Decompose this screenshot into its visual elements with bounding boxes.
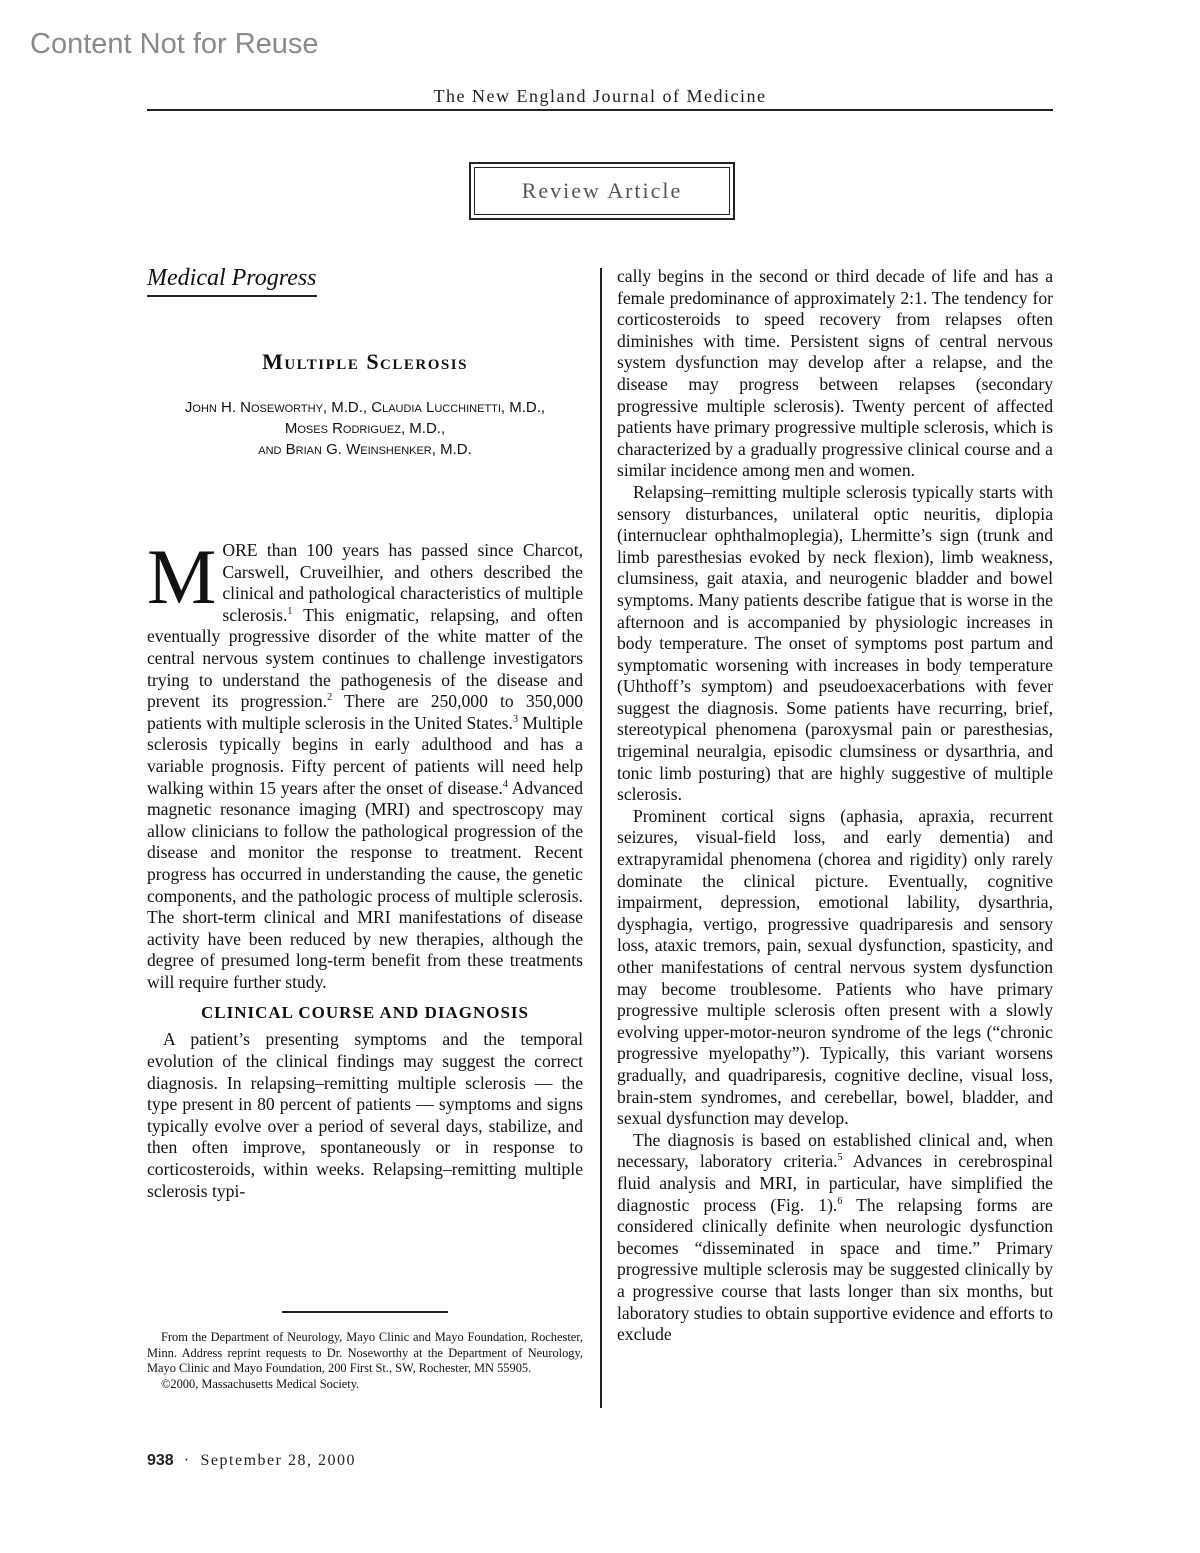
author-list <box>147 397 583 460</box>
clinical-course-text: A patient’s presenting symptoms and the temporal evolution of the clinical findings may suggest the correct diagnosis. In relapsing–remitting multiple sclerosis — the type present in 80 percent of patients — symptoms and signs typically evolve over a period of several days, stabilize, and then often improve, spontaneously or in response to corticosteroids, within weeks. Relapsing–remitting multiple sclerosis typi- <box>147 1029 583 1201</box>
right-p4-text-b: Advances in cerebrospinal fluid analysis and MRI, in particular, have simplified the diagnostic process (Fig. 1). <box>617 1151 1053 1215</box>
author-line-2: Moses Rodriguez, M.D., <box>284 420 446 437</box>
watermark: Content Not for Reuse <box>30 28 319 60</box>
footnote <box>147 1330 583 1392</box>
right-p4-text-c: The relapsing forms are considered clinically definite when neurologic dysfunction becomes “disseminated in space and time.” Primary progressive multiple sclerosis may be suggested clinically by a progressive course that lasts longer than six months, but laboratory studies to obtain supportive evidence and efforts to exclude <box>617 1194 1053 1345</box>
article-type-box <box>469 162 735 220</box>
intro-paragraph <box>147 533 584 993</box>
article-title: Multiple Sclerosis <box>262 349 468 374</box>
reference-2[interactable]: 2 <box>327 692 333 704</box>
left-column <box>147 260 583 1202</box>
intro-text-d: Multiple sclerosis typically begins in early adulthood and has a variable prognosis. Fifty percent of patients will need help walking within 15 years after the onset of disease. <box>147 712 583 798</box>
page-number: 938 <box>147 1452 174 1469</box>
footnote-rule <box>282 1311 448 1313</box>
intro-text-c: There are 250,000 to 350,000 patients with multiple sclerosis in the United States. <box>147 691 584 733</box>
intro-text-a: ORE than 100 years has passed since Charcot, Carswell, Cruveilhier, and others described the clinical and pathological characteristics of multiple sclerosis. <box>222 540 583 625</box>
issue-date: September 28, 2000 <box>200 1452 356 1469</box>
right-p4-text-a: The diagnosis is based on established clinical and, when necessary, laboratory criteria. <box>617 1129 1053 1172</box>
drop-cap: M <box>147 533 217 620</box>
footnote-copyright: ©2000, Massachusetts Medical Society. <box>161 1376 360 1391</box>
right-paragraph-3: Prominent cortical signs (aphasia, apraxia, recurrent seizures, visual-field loss, and early dementia) and extrapyramidal phenomena (chorea and rigidity) only rarely dominate the clinical picture. Eventually, cognitive impairment, depression, emotional lability, dysarthria, dysphagia, vertigo, progressive quadriparesis and sensory loss, ataxic tremors, pain, sexual dysfunction, spasticity, and other manifestations of central nervous system dysfunction may become troublesome. Patients who have primary progressive multiple sclerosis often present with a slowly evolving upper-motor-neuron syndrome of the legs (“chronic progressive myelopathy”). Typically, this variant worsens gradually, and quadriparesis, cognitive decline, visual loss, brain-stem syndromes, and cerebellar, bowel, bladder, and sexual dysfunction may develop. <box>617 805 1053 1129</box>
footer-separator: · <box>183 1452 191 1469</box>
author-line-1: John H. Noseworthy, M.D., Claudia Lucchinetti, M.D., <box>184 399 546 416</box>
reference-1[interactable]: 1 <box>287 605 293 617</box>
header-rule <box>147 109 1053 111</box>
footnote-affiliation: From the Department of Neurology, Mayo Clinic and Mayo Foundation, Rochester, Minn. Address reprint requests to Dr. Noseworthy at the Department of Neurology, Mayo Clinic and Mayo Foundation, 200 First St., SW, Rochester, MN 55905. <box>147 1330 583 1375</box>
reference-6[interactable]: 6 <box>837 1195 843 1207</box>
right-paragraph-2: Relapsing–remitting multiple sclerosis typically starts with sensory disturbances, unilateral optic neuritis, diplopia (internuclear ophthalmoplegia), Lhermitte’s sign (trunk and limb paresthesias evoked by neck flexion), limb weakness, clumsiness, gait ataxia, and neurogenic bladder and bowel symptoms. Many patients describe fatigue that is worse in the afternoon and is accompanied by physiologic increases in body temperature. The onset of symptoms post partum and symptomatic worsening with increases in body temperature (Uhthoff’s symptom) and pseudoexacerbations with fever suggest the diagnosis. Some patients have recurring, brief, stereotypical phenomena (paroxysmal pain or paresthesias, trigeminal neuralgia, episodic clumsiness or dysarthria, and tonic limb posturing) that are highly suggestive of multiple sclerosis. <box>617 481 1053 805</box>
right-paragraph-4 <box>617 1130 1053 1346</box>
right-paragraph-1: cally begins in the second or third decade of life and has a female predominance of approximately 2:1. The tendency for corticosteroids to speed recovery from relapses often diminishes with time. Persistent signs of central nervous system dysfunction may develop after a relapse, and the disease may progress between relapses (secondary progressive multiple sclerosis). Twenty percent of affected patients have primary progressive multiple sclerosis, which is characterized by a gradually progressive clinical course and a similar incidence among men and women. <box>617 266 1053 481</box>
author-line-3: and Brian G. Weinshenker, M.D. <box>258 441 472 458</box>
clinical-course-paragraph <box>147 1029 583 1202</box>
article-type-label: Review Article <box>474 167 730 215</box>
section-label: Medical Progress <box>147 265 317 297</box>
column-divider <box>600 268 602 1408</box>
journal-running-head: The New England Journal of Medicine <box>433 86 767 106</box>
right-column <box>617 266 1053 1346</box>
section-heading-clinical-course: CLINICAL COURSE AND DIAGNOSIS <box>201 1003 529 1023</box>
intro-text-e: Advanced magnetic resonance imaging (MRI) and spectroscopy may allow clinicians to follow the pathological progression of the disease and monitor the response to treatment. Recent progress has occurred in understanding the cause, the genetic components, and the pathologic process of multiple sclerosis. The short-term clinical and MRI manifestations of disease activity have been reduced by new therapies, although the degree of presumed long-term benefit from these treatments will require further study. <box>147 777 584 992</box>
intro-text-b: This enigmatic, relapsing, and often eventually progressive disorder of the white matter of the central nervous system continues to challenge investigators trying to understand the pathogenesis of the disease and prevent its progression. <box>147 604 583 712</box>
reference-5[interactable]: 5 <box>837 1152 843 1164</box>
reference-4[interactable]: 4 <box>502 778 508 790</box>
reference-3[interactable]: 3 <box>512 713 518 725</box>
page-footer <box>147 1452 356 1470</box>
